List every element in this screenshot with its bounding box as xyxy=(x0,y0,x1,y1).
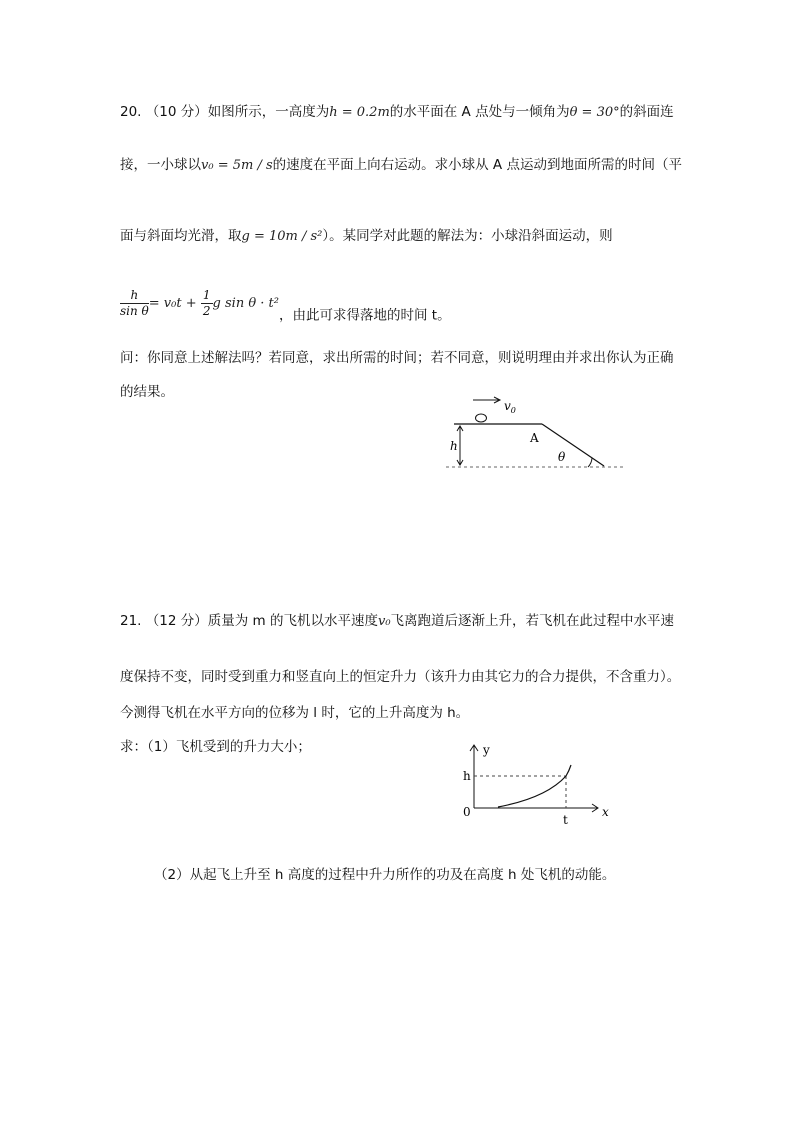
q20-line-3: 面与斜面均光滑，取g = 10m / s²）。某同学对此题的解法为：小球沿斜面运动，则 xyxy=(120,228,613,244)
q21-line-3: 今测得飞机在水平方向的位移为 l 时，它的上升高度为 h。 xyxy=(120,705,470,721)
q20-line-2: 接，一小球以v₀ = 5m / s的速度在平面上向右运动。求小球从 A 点运动到地面所需的时间（平 xyxy=(120,157,682,173)
h-expression: h = 0.2m xyxy=(329,105,390,120)
t-tick-label: t xyxy=(563,813,568,827)
y-axis-label: y xyxy=(483,743,490,757)
point-a-label: A xyxy=(530,431,539,445)
x-axis-label: x xyxy=(602,805,609,819)
angle-arc xyxy=(588,458,592,467)
q21-line-2: 度保持不变，同时受到重力和竖直向上的恒定升力（该升力由其它力的合力提供，不含重力）。 xyxy=(120,669,681,685)
origin-label: 0 xyxy=(463,805,471,819)
theta-label: θ xyxy=(558,450,566,464)
q20-line-6: 的结果。 xyxy=(120,384,174,400)
v0-expression: v₀ = 5m / s xyxy=(201,158,273,173)
h-tick-label: h xyxy=(463,769,471,783)
v0-symbol: v₀ xyxy=(377,614,391,629)
q20-equation-line: $\frac{h}{\text{sin θ}}$ = v₀t + $\frac{1}{2}$ g sin θ · t²，由此可求得落地的时间 t。 xyxy=(120,288,451,324)
slope-line xyxy=(542,424,604,466)
trajectory-curve xyxy=(498,765,571,807)
v0-label: $v_0$ xyxy=(504,399,516,415)
h-label: h xyxy=(450,439,458,453)
ball-icon xyxy=(476,414,487,422)
half-fraction: $\frac{1}{2}$ xyxy=(202,288,211,318)
equation-fraction: $\frac{h}{\text{sin θ}}$ xyxy=(120,288,149,318)
incline-figure xyxy=(438,388,638,480)
trajectory-figure xyxy=(450,738,630,836)
g-expression: g = 10m / s² xyxy=(241,229,323,244)
q21-question-2: （2）从起飞上升至 h 高度的过程中升力所作的功及在高度 h 处飞机的动能。 xyxy=(154,867,616,883)
q20-line-1: 20. （10 分）如图所示，一高度为h = 0.2m的水平面在 A 点处与一倾角为θ = 30°的斜面连 xyxy=(120,104,674,120)
q21-question-1: 求：（1）飞机受到的升力大小； xyxy=(120,739,311,755)
q21-line-1: 21. （12 分）质量为 m 的飞机以水平速度v₀飞离跑道后逐渐上升，若飞机在此过程中水平速 xyxy=(120,613,675,629)
theta-expression: θ = 30° xyxy=(569,105,620,120)
q20-line-5: 问：你同意上述解法吗？若同意，求出所需的时间；若不同意，则说明理由并求出你认为正确 xyxy=(120,350,674,366)
